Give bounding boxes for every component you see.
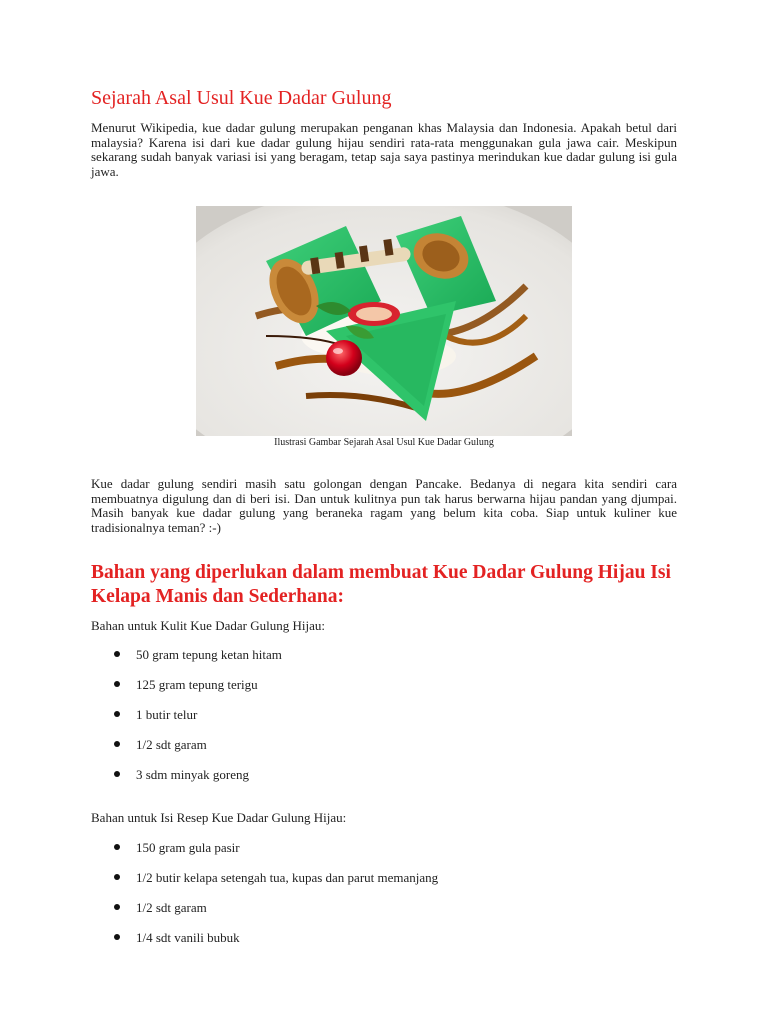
section-title-history: Sejarah Asal Usul Kue Dadar Gulung [91,87,392,109]
list-item: 1/2 butir kelapa setengah tua, kupas dan parut memanjang [0,870,438,900]
list-item: 1/2 sdt garam [0,737,282,767]
bullet-icon [114,741,120,747]
pancake-paragraph: Kue dadar gulung sendiri masih satu golongan dengan Pancake. Bedanya di negara kita sendiri cara membuatnya digulung dan di beri isi. Dan untuk kulitnya pun tak harus berwarna hijau pandan yang djumpai. Masih banyak kue dadar gulung yang beraneka ragam yang belum kita coba. Siap untuk kuliner kue tradisionalnya teman? :-) [91,476,677,535]
bullet-icon [114,771,120,777]
list-item: 1 butir telur [0,707,282,737]
bullet-icon [114,844,120,850]
list-item: 50 gram tepung ketan hitam [0,647,282,677]
bullet-icon [114,874,120,880]
dadar-gulung-photo [196,206,572,436]
skin-ingredients-list [0,647,282,797]
list-item: 1/2 sdt garam [0,900,438,930]
list-item: 1/4 sdt vanili bubuk [0,930,438,960]
figure-caption: Ilustrasi Gambar Sejarah Asal Usul Kue Dadar Gulung [274,437,494,448]
skin-ingredients-heading: Bahan untuk Kulit Kue Dadar Gulung Hijau: [91,618,325,633]
bullet-icon [114,711,120,717]
history-paragraph: Menurut Wikipedia, kue dadar gulung merupakan penganan khas Malaysia dan Indonesia. Apakah betul dari malaysia? Karena isi dari kue dadar gulung hijau sendiri rata-rata menggunakan gula jawa cair. Meskipun sekarang sudah banyak variasi isi yang beragam, tetap saja saya pastinya merindukan kue dadar gulung isi gula jawa. [91,120,677,179]
dadar-gulung-illustration [196,206,572,436]
list-item: 150 gram gula pasir [0,840,438,870]
filling-ingredients-list [0,840,438,960]
section-title-ingredients: Bahan yang diperlukan dalam membuat Kue Dadar Gulung Hijau Isi Kelapa Manis dan Sederhana: [91,562,671,607]
bullet-icon [114,651,120,657]
list-item: 125 gram tepung terigu [0,677,282,707]
bullet-icon [114,681,120,687]
list-item: 3 sdm minyak goreng [0,767,282,797]
bullet-icon [114,934,120,940]
bullet-icon [114,904,120,910]
filling-ingredients-heading: Bahan untuk Isi Resep Kue Dadar Gulung Hijau: [91,810,347,825]
